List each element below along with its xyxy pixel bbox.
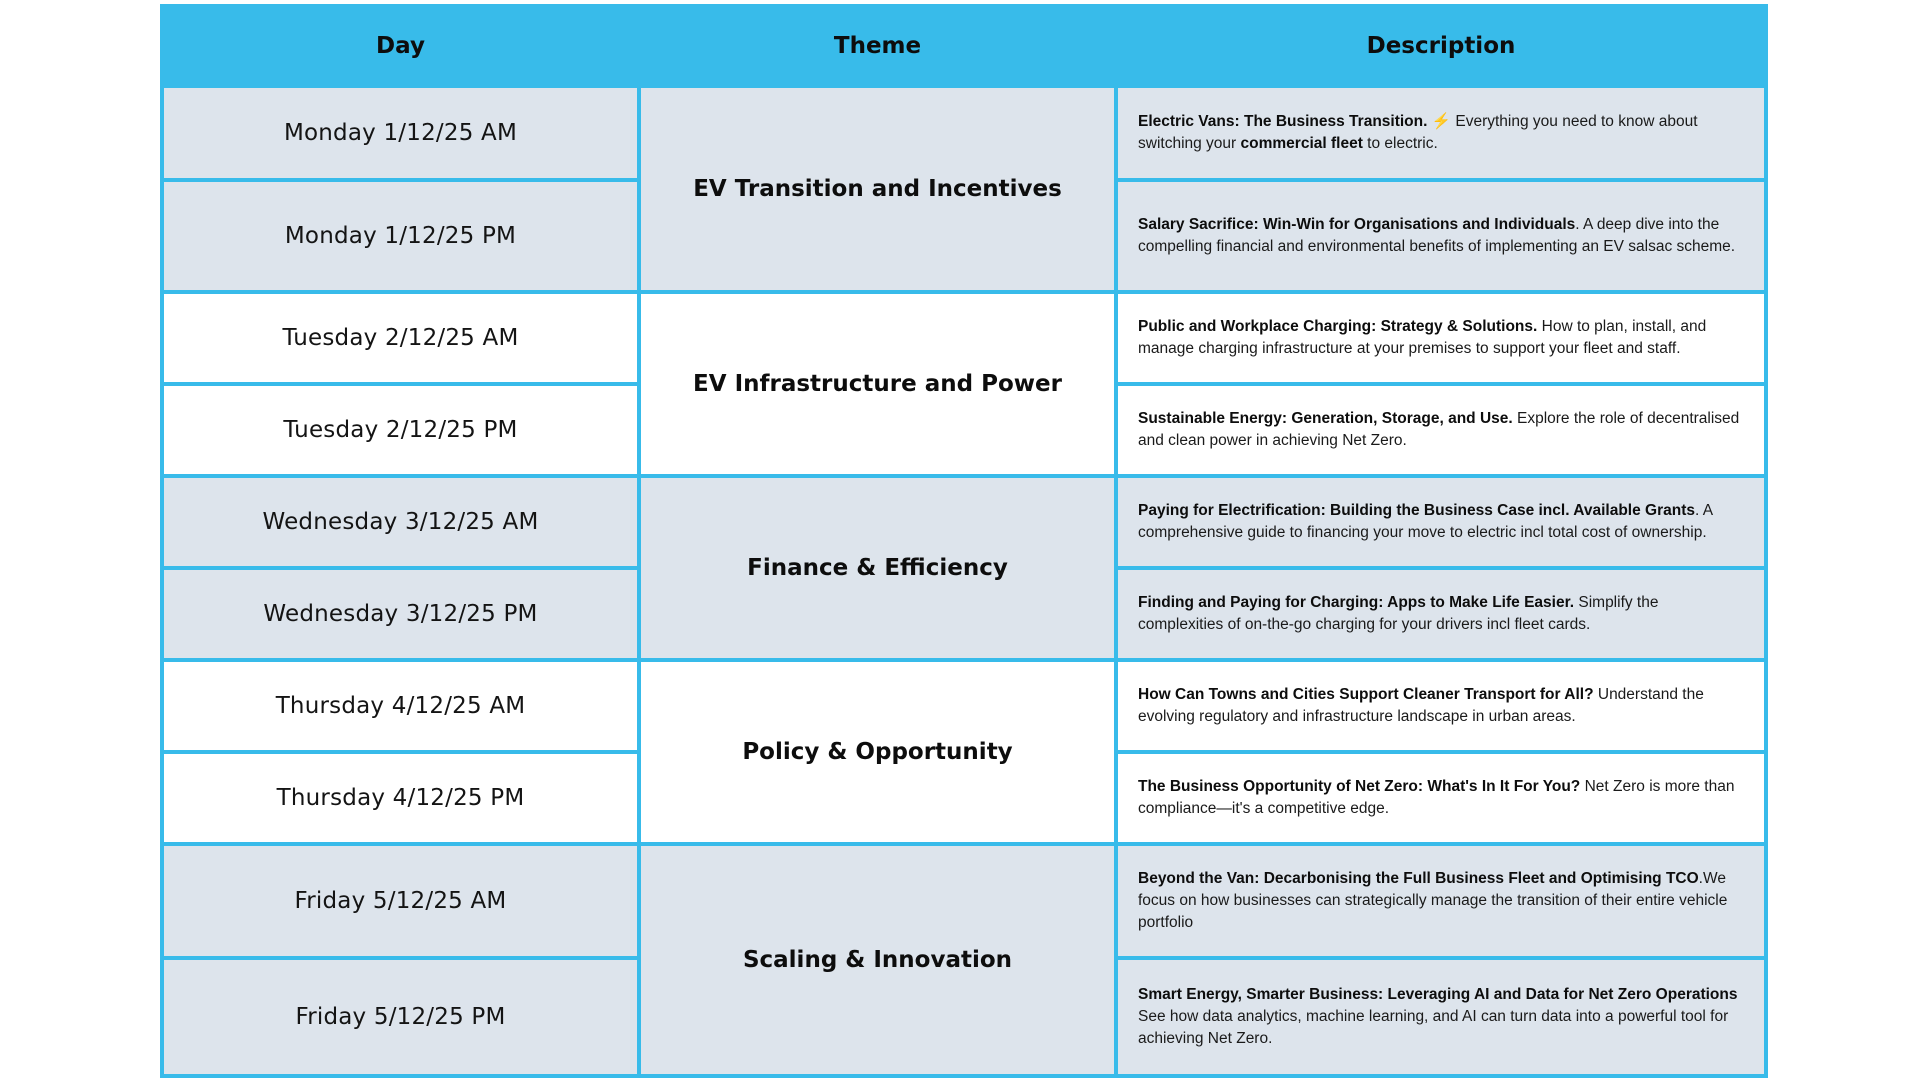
day-cell: Wednesday 3/12/25 AM xyxy=(162,476,639,568)
session-text: See how data analytics, machine learning, and AI can turn data into a powerful tool for achieving Net Zero. xyxy=(1138,1008,1729,1047)
session-text: Understand the evolving regulatory and infrastructure landscape in urban areas. xyxy=(1138,686,1704,725)
lightning-bolt-icon: ⚡ xyxy=(1431,113,1452,130)
theme-cell: Scaling & Innovation xyxy=(639,844,1116,1076)
theme-cell: Policy & Opportunity xyxy=(639,660,1116,844)
day-cell: Tuesday 2/12/25 AM xyxy=(162,292,639,384)
description-cell xyxy=(1116,86,1766,180)
session-title: How Can Towns and Cities Support Cleaner Transport for All? xyxy=(1138,686,1594,703)
session-title: Electric Vans: The Business Transition. xyxy=(1138,113,1428,130)
description-cell xyxy=(1116,844,1766,958)
day-cell: Thursday 4/12/25 PM xyxy=(162,752,639,844)
description-cell xyxy=(1116,752,1766,844)
description-cell xyxy=(1116,292,1766,384)
session-text: Simplify the complexities of on-the-go charging for your drivers incl fleet cards. xyxy=(1138,594,1659,633)
table-row xyxy=(162,844,1766,958)
session-text: How to plan, install, and manage charging infrastructure at your premises to support your fleet and staff. xyxy=(1138,318,1707,357)
session-title: Salary Sacrifice: Win-Win for Organisations and Individuals xyxy=(1138,216,1576,233)
description-cell xyxy=(1116,958,1766,1076)
session-text: Everything you need to know about switching your xyxy=(1138,113,1698,152)
theme-cell: EV Infrastructure and Power xyxy=(639,292,1116,476)
theme-cell: EV Transition and Incentives xyxy=(639,86,1116,292)
table-row xyxy=(162,660,1766,752)
description-cell xyxy=(1116,180,1766,292)
table-row xyxy=(162,292,1766,384)
session-text: Explore the role of decentralised and clean power in achieving Net Zero. xyxy=(1138,410,1740,449)
day-cell: Tuesday 2/12/25 PM xyxy=(162,384,639,476)
session-text: .We focus on how businesses can strategically manage the transition of their entire vehicle portfolio xyxy=(1138,870,1728,931)
table-row xyxy=(162,86,1766,180)
day-cell: Friday 5/12/25 AM xyxy=(162,844,639,958)
header-theme: Theme xyxy=(639,6,1116,86)
header-day: Day xyxy=(162,6,639,86)
description-cell xyxy=(1116,568,1766,660)
session-text: . A comprehensive guide to financing your move to electric incl total cost of ownership. xyxy=(1138,502,1713,541)
session-title: Sustainable Energy: Generation, Storage, and Use. xyxy=(1138,410,1513,427)
session-text: Net Zero is more than compliance—it's a competitive edge. xyxy=(1138,778,1735,817)
table-row xyxy=(162,476,1766,568)
session-title: Finding and Paying for Charging: Apps to Make Life Easier. xyxy=(1138,594,1575,611)
header-row xyxy=(162,6,1766,86)
theme-cell: Finance & Efficiency xyxy=(639,476,1116,660)
description-cell xyxy=(1116,384,1766,476)
description-cell xyxy=(1116,476,1766,568)
session-title: Smart Energy, Smarter Business: Leveraging AI and Data for Net Zero Operations xyxy=(1138,986,1738,1003)
schedule-table xyxy=(160,4,1768,1078)
session-title: Beyond the Van: Decarbonising the Full Business Fleet and Optimising TCO xyxy=(1138,870,1699,887)
session-text: to electric. xyxy=(1362,135,1438,152)
session-title: Paying for Electrification: Building the Business Case incl. Available Grants xyxy=(1138,502,1695,519)
header-description: Description xyxy=(1116,6,1766,86)
day-cell: Friday 5/12/25 PM xyxy=(162,958,639,1076)
day-cell: Thursday 4/12/25 AM xyxy=(162,660,639,752)
session-text: . A deep dive into the compelling financial and environmental benefits of implementing an EV salsac scheme. xyxy=(1138,216,1736,255)
day-cell: Wednesday 3/12/25 PM xyxy=(162,568,639,660)
description-cell xyxy=(1116,660,1766,752)
session-title: Public and Workplace Charging: Strategy & Solutions. xyxy=(1138,318,1538,335)
day-cell: Monday 1/12/25 PM xyxy=(162,180,639,292)
day-cell: Monday 1/12/25 AM xyxy=(162,86,639,180)
session-title: The Business Opportunity of Net Zero: What's In It For You? xyxy=(1138,778,1581,795)
session-inline-bold: commercial fleet xyxy=(1240,135,1363,152)
